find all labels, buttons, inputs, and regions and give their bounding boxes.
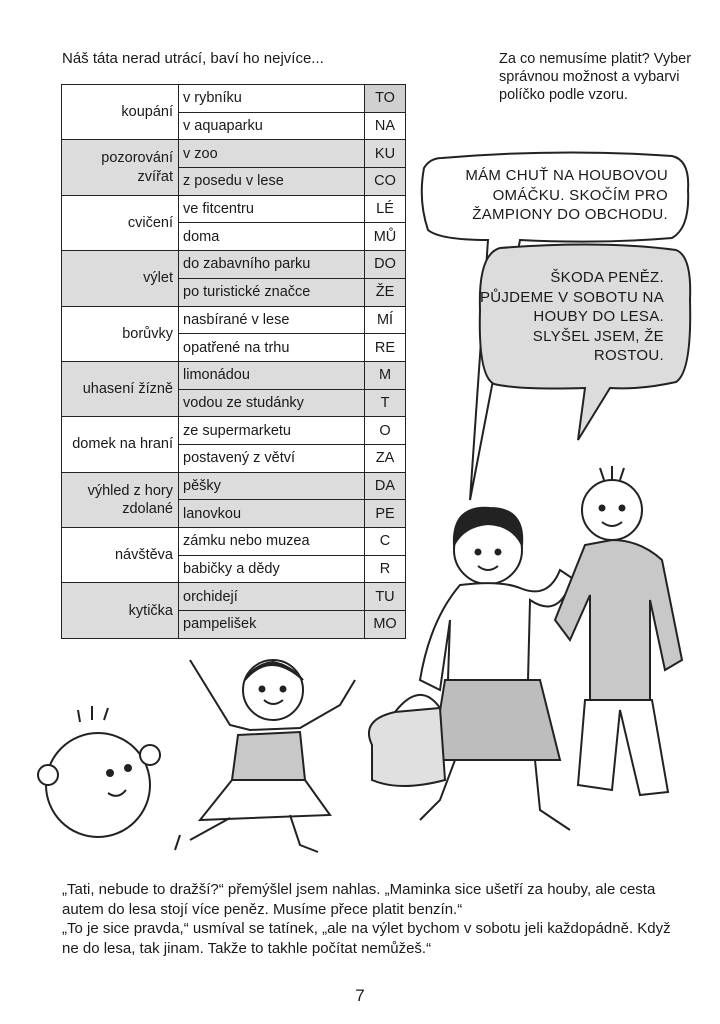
category-cell: kytička (62, 583, 179, 638)
option-cell: babičky a dědy (179, 555, 365, 583)
category-cell: domek na hraní (62, 417, 179, 472)
father-figure (555, 466, 682, 795)
girl-figure (175, 660, 355, 852)
instruction-text: Za co nemusíme platit? Vyber správnou možnost a vybarvi políčko podle vzoru. (499, 51, 692, 103)
category-cell: cvičení (62, 195, 179, 250)
option-cell: limonádou (179, 361, 365, 389)
code-cell[interactable]: R (365, 555, 406, 583)
option-cell: v zoo (179, 140, 365, 168)
option-cell: doma (179, 223, 365, 251)
category-cell: návštěva (62, 528, 179, 583)
category-cell: výhled z hory zdolané (62, 472, 179, 527)
code-cell[interactable]: T (365, 389, 406, 417)
code-cell[interactable]: DA (365, 472, 406, 500)
code-cell[interactable]: ŽE (365, 278, 406, 306)
option-cell: ze supermarketu (179, 417, 365, 445)
code-cell[interactable]: TU (365, 583, 406, 611)
code-cell[interactable]: LÉ (365, 195, 406, 223)
mother-speech-text: MÁM CHUŤ NA HOUBOVOU OMÁČKU. SKOČÍM PRO ŽAMPIONY DO OBCHODU. (465, 167, 668, 223)
code-cell[interactable]: NA (365, 112, 406, 140)
code-cell[interactable]: MÍ (365, 306, 406, 334)
mother-figure (369, 508, 572, 830)
option-cell: orchidejí (179, 583, 365, 611)
code-cell[interactable]: PE (365, 500, 406, 528)
code-cell[interactable]: DO (365, 251, 406, 279)
father-speech-text: ŠKODA PENĚZ. PŮJDEME V SOBOTU NA HOUBY DO LESA. SLYŠEL JSEM, ŽE ROSTOU. (479, 269, 664, 364)
option-cell: pěšky (179, 472, 365, 500)
option-cell: zámku nebo muzea (179, 528, 365, 556)
option-cell: vodou ze studánky (179, 389, 365, 417)
code-cell[interactable]: MŮ (365, 223, 406, 251)
category-cell: koupání (62, 85, 179, 140)
option-cell: lanovkou (179, 500, 365, 528)
option-cell: do zabavního parku (179, 251, 365, 279)
code-cell[interactable]: ZA (365, 444, 406, 472)
story-paragraph: „Tati, nebude to dražší?“ přemýšlel jsem nahlas. „Maminka sice ušetří za houby, ale cesta autem do lesa stojí více peněz. Musíme přece platit benzín.“ (62, 881, 656, 918)
option-cell: postavený z větví (179, 444, 365, 472)
story-paragraph: „To je sice pravda,“ usmíval se tatínek, „ale na výlet bychom v sobotu jeli každopádně. Když ne do lesa, tak jinam. Takže to takhle počítat nemůžeš.“ (62, 920, 671, 957)
code-cell[interactable]: MO (365, 611, 406, 639)
option-cell: po turistické značce (179, 278, 365, 306)
category-cell: pozorování zvířat (62, 140, 179, 195)
option-cell: v rybníku (179, 85, 365, 113)
option-cell: ve fitcentru (179, 195, 365, 223)
boy-figure (38, 706, 160, 837)
code-cell[interactable]: TO (365, 85, 406, 113)
intro-text: Náš táta nerad utrácí, baví ho nejvíce... (62, 50, 324, 67)
option-cell: nasbírané v lese (179, 306, 365, 334)
option-cell: pampelišek (179, 611, 365, 639)
option-cell: z posedu v lese (179, 168, 365, 196)
story-text (62, 880, 682, 958)
code-cell[interactable]: RE (365, 334, 406, 362)
option-cell: opatřené na trhu (179, 334, 365, 362)
category-cell: uhasení žízně (62, 361, 179, 416)
code-cell[interactable]: CO (365, 168, 406, 196)
category-cell: borůvky (62, 306, 179, 361)
category-cell: výlet (62, 251, 179, 306)
code-cell[interactable]: M (365, 361, 406, 389)
page-number: 7 (355, 986, 365, 1005)
code-cell[interactable]: KU (365, 140, 406, 168)
option-cell: v aquaparku (179, 112, 365, 140)
code-cell[interactable]: C (365, 528, 406, 556)
code-cell[interactable]: O (365, 417, 406, 445)
